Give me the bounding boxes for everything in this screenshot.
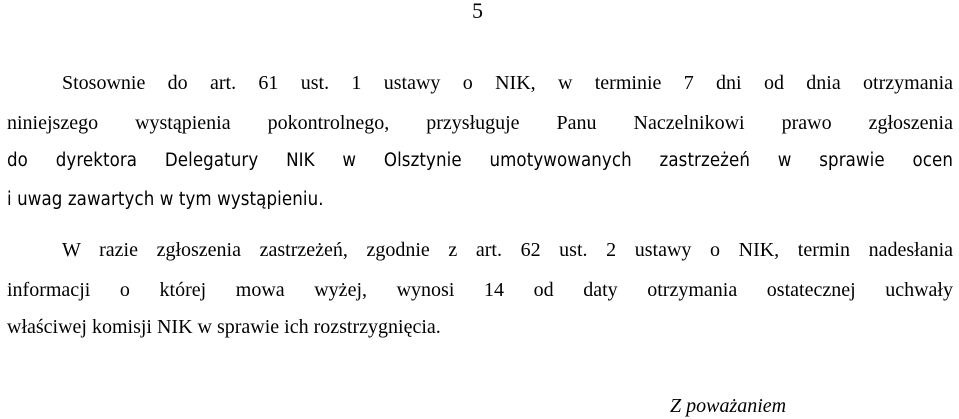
paragraph-2-line-2: informacji o której mowa wyżej, wynosi 14 od daty otrzymania ostatecznej uchwały bbox=[7, 279, 953, 301]
paragraph-2-line-1-text: W razie zgłoszenia zastrzeżeń, zgodnie z art. 62 ust. 2 ustawy o NIK, termin nadesłania bbox=[62, 239, 953, 261]
paragraph-1-line-3: do dyrektora Delegatury NIK w Olsztynie umotywowanych zastrzeżeń w sprawie ocen bbox=[7, 150, 953, 171]
closing-salutation: Z poważaniem bbox=[670, 395, 787, 417]
paragraph-1-line-1: Stosownie do art. 61 ust. 1 ustawy o NIK, w terminie 7 dni od dnia otrzymania bbox=[62, 72, 953, 94]
paragraph-2-line-3: właściwej komisji NIK w sprawie ich rozstrzygnięcia. bbox=[7, 316, 441, 338]
paragraph-2-line-1 bbox=[62, 238, 953, 262]
paragraph-1-line-4: i uwag zawartych w tym wystąpieniu. bbox=[7, 189, 324, 210]
page-number: 5 bbox=[472, 0, 483, 23]
paragraph-1-line-2: niniejszego wystąpienia pokontrolnego, przysługuje Panu Naczelnikowi prawo zgłoszenia bbox=[7, 112, 953, 134]
